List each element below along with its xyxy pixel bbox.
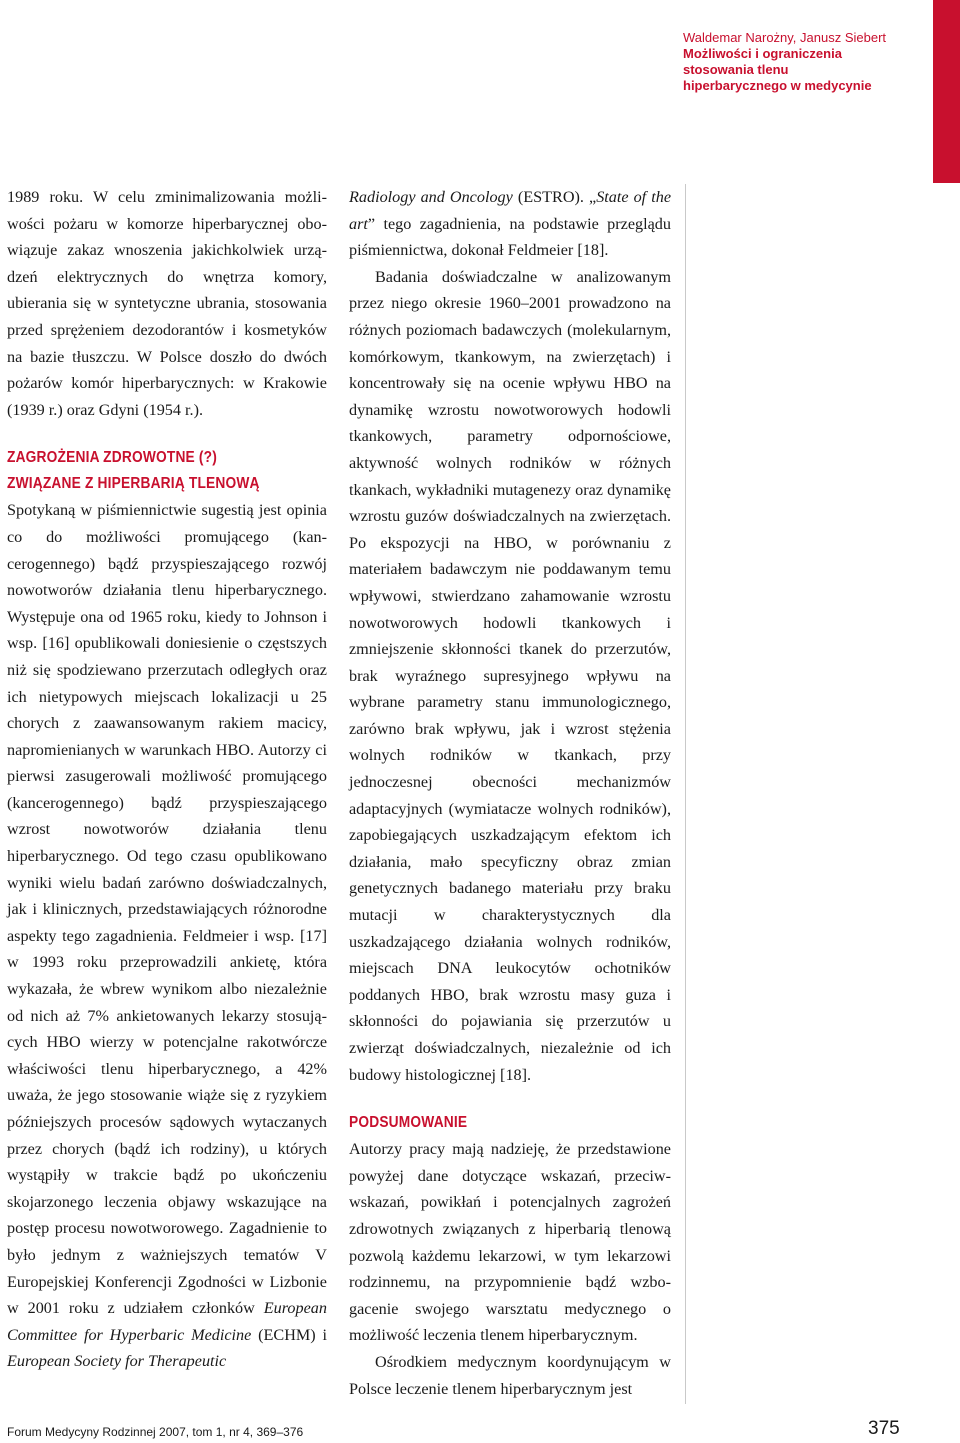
left-column xyxy=(7,184,327,1375)
page-number: 375 xyxy=(868,1418,900,1439)
italic-run: European Committee for Hyperbaric Medicine xyxy=(7,1299,327,1344)
paragraph-estro xyxy=(349,184,671,264)
section-heading-health-risks-line-2: ZWIĄZANE Z HIPERBARIĄ TLENOWĄ xyxy=(7,475,260,493)
italic-run: Radiology and Oncology xyxy=(349,188,513,206)
header-title-line-2: stosowania tlenu xyxy=(683,62,789,77)
text-run: (ECHM) i xyxy=(251,1325,328,1344)
paragraph-experimental-studies: Badania doświadczalne w analizowanym przez niego okresie 1960–2001 prowadzono na różnych poziomach badawczych (molekularnym, komórkowym, tkankowym, na zwierzętach) i koncentrowały się na ocenie wpływu HBO na dynamikę wzrostu nowotworowych hodowli tkankowych, parametry odpornościowe, aktywność wolnych rodników w różnych tkankach, wykładniki mutagenezy oraz dynamikę wzrostu guzów doświadczalnych na zwierzętach. Po ekspozycji na HBO, w porównaniu z materiałem badawczym nie poddawanym temu wpływowi, stwierdzano zahamowanie wzrostu nowotworowych hodowli tkankowych i zmniejszenie skłonności tkanek do przerzutów, brak wyraźnego supresyjnego wpływu na wybrane parametry stanu immunologicznego, zarówno brak wpływu, jak i wzrost stężenia wolnych rodników w tkankach, przy jednoczesnej obecności mechanizmów adaptacyjnych (wymiatacze wolnych rodników), zapobiegających uszkadzającym efektom ich działania, mało specyficzny obraz zmian genetycznych badanego materiału przy braku mutacji w charakterystycznych dla uszkadzającego działania wolnych rodników, miejscach DNA leukocytów ochotników poddanych HBO, brak wzrostu masy guza i skłonności do pojawiania się przerzutów u zwierząt doświadczalnych, niezależnie od ich budowy histologicznej [18]. xyxy=(349,267,671,1084)
column-rule xyxy=(685,184,686,1404)
right-column xyxy=(349,184,671,1402)
journal-footer: Forum Medycyny Rodzinnej 2007, tom 1, nr 4, 369–376 xyxy=(7,1425,304,1439)
italic-run: European Society for Therapeutic xyxy=(7,1352,227,1371)
header-title-line-1: Możliwości i ograniczenia xyxy=(683,46,842,61)
text-run: Spotykaną w piśmiennictwie sugestią jest opinia co do możliwości promującego (kancerogennego) bądź przyspieszającego rozwój nowotworów działania tlenu hiperbarycznego. Występuje ona od 1965 roku, kiedy to Johnson i wsp. [16] opublikowali doniesienie o częstszych niż się spodziewano przerzutach odległych oraz ich nietypowych miejscach lokalizacji u 25 chorych z zaawansowanym rakiem macicy, napromienianych w warunkach HBO. Autorzy ci pierwsi zasugerowali możliwość promującego (kancerogennego) bądź przyspieszającego wzrost nowotworów działania tlenu hiperbarycznego. Od tego czasu opublikowano wyniki wielu badań zarówno doświadczalnych, jak i klinicznych, przedstawiających różnorodne aspekty tego zagadnienia. Feldmeier i wsp. [17] w 1993 roku przeprowadzili ankietę, która wykazała, że wbrew wynikom albo niezależnie od nich aż 7% ankietowanych lekarzy stosujących HBO wierzy w potencjalne rakotwórcze właściwości tlenu hiperbarycznego, a 42% uważa, że jego stosowanie wiąże się z ryzykiem późniejszych procesów sądowych wytaczanych przez chorych (bądź ich rodziny), u których wystąpiły w trakcie bądź po ukończeniu skojarzonego leczenia objawy wskazujące na postęp procesu nowotworowego. Zagadnienie to było jednym z ważniejszych tematów V Europejskiej Konferencji Zgodności w Lizbonie w 2001 roku z udziałem członków xyxy=(7,501,327,1318)
paragraph-cancer-risk xyxy=(7,497,327,1375)
running-header xyxy=(683,30,923,94)
header-title-line-3: hiperbarycznego w medycynie xyxy=(683,78,872,93)
accent-bar xyxy=(933,0,960,183)
italic-run: State of the art xyxy=(349,188,671,233)
section-heading-summary: PODSUMOWANIE xyxy=(349,1114,468,1132)
paragraph-fire-safety: 1989 roku. W celu zminimalizowania możliwości pożaru w komorze hiperbarycznej obowiązuje zakaz wnoszenia jakichkolwiek urządzeń elektrycznych do wnętrza komory, ubierania się w syntetyczne ubrania, stosowania przed sprężeniem dezodorantów i kosmetyków na bazie tłuszczu. W Polsce doszło do dwóch pożarów komór hiperbarycznych: w Krakowie (1939 r.) oraz Gdyni (1954 r.). xyxy=(7,188,327,419)
paragraph-coordinating-center: Ośrodkiem medycznym koordynującym w Polsce leczenie tlenem hiperbarycznym jest xyxy=(349,1352,671,1398)
section-heading-health-risks-line-1: ZAGROŻENIA ZDROWOTNE (?) xyxy=(7,449,218,467)
text-run: (ESTRO). „ xyxy=(512,188,597,206)
text-run: ” tego zagadnienia, na podstawie przeglądu piśmiennictwa, dokonał Feldmeier [18]. xyxy=(349,214,671,260)
paragraph-summary: Autorzy pracy mają nadzieję, że przedstawione powyżej dane dotyczące wskazań, przeciwwskazań, powikłań i potencjalnych zagrożeń zdrowotnych związanych z hiperbarią tlenową pozwolą każdemu lekarzowi, w tym lekarzowi rodzinnemu, na przypomnienie bądź wzbogacenie swojego warsztatu medycznego o możliwość leczenia tlenem hiperbarycznym. xyxy=(349,1140,671,1345)
header-authors: Waldemar Narożny, Janusz Siebert xyxy=(683,30,887,45)
